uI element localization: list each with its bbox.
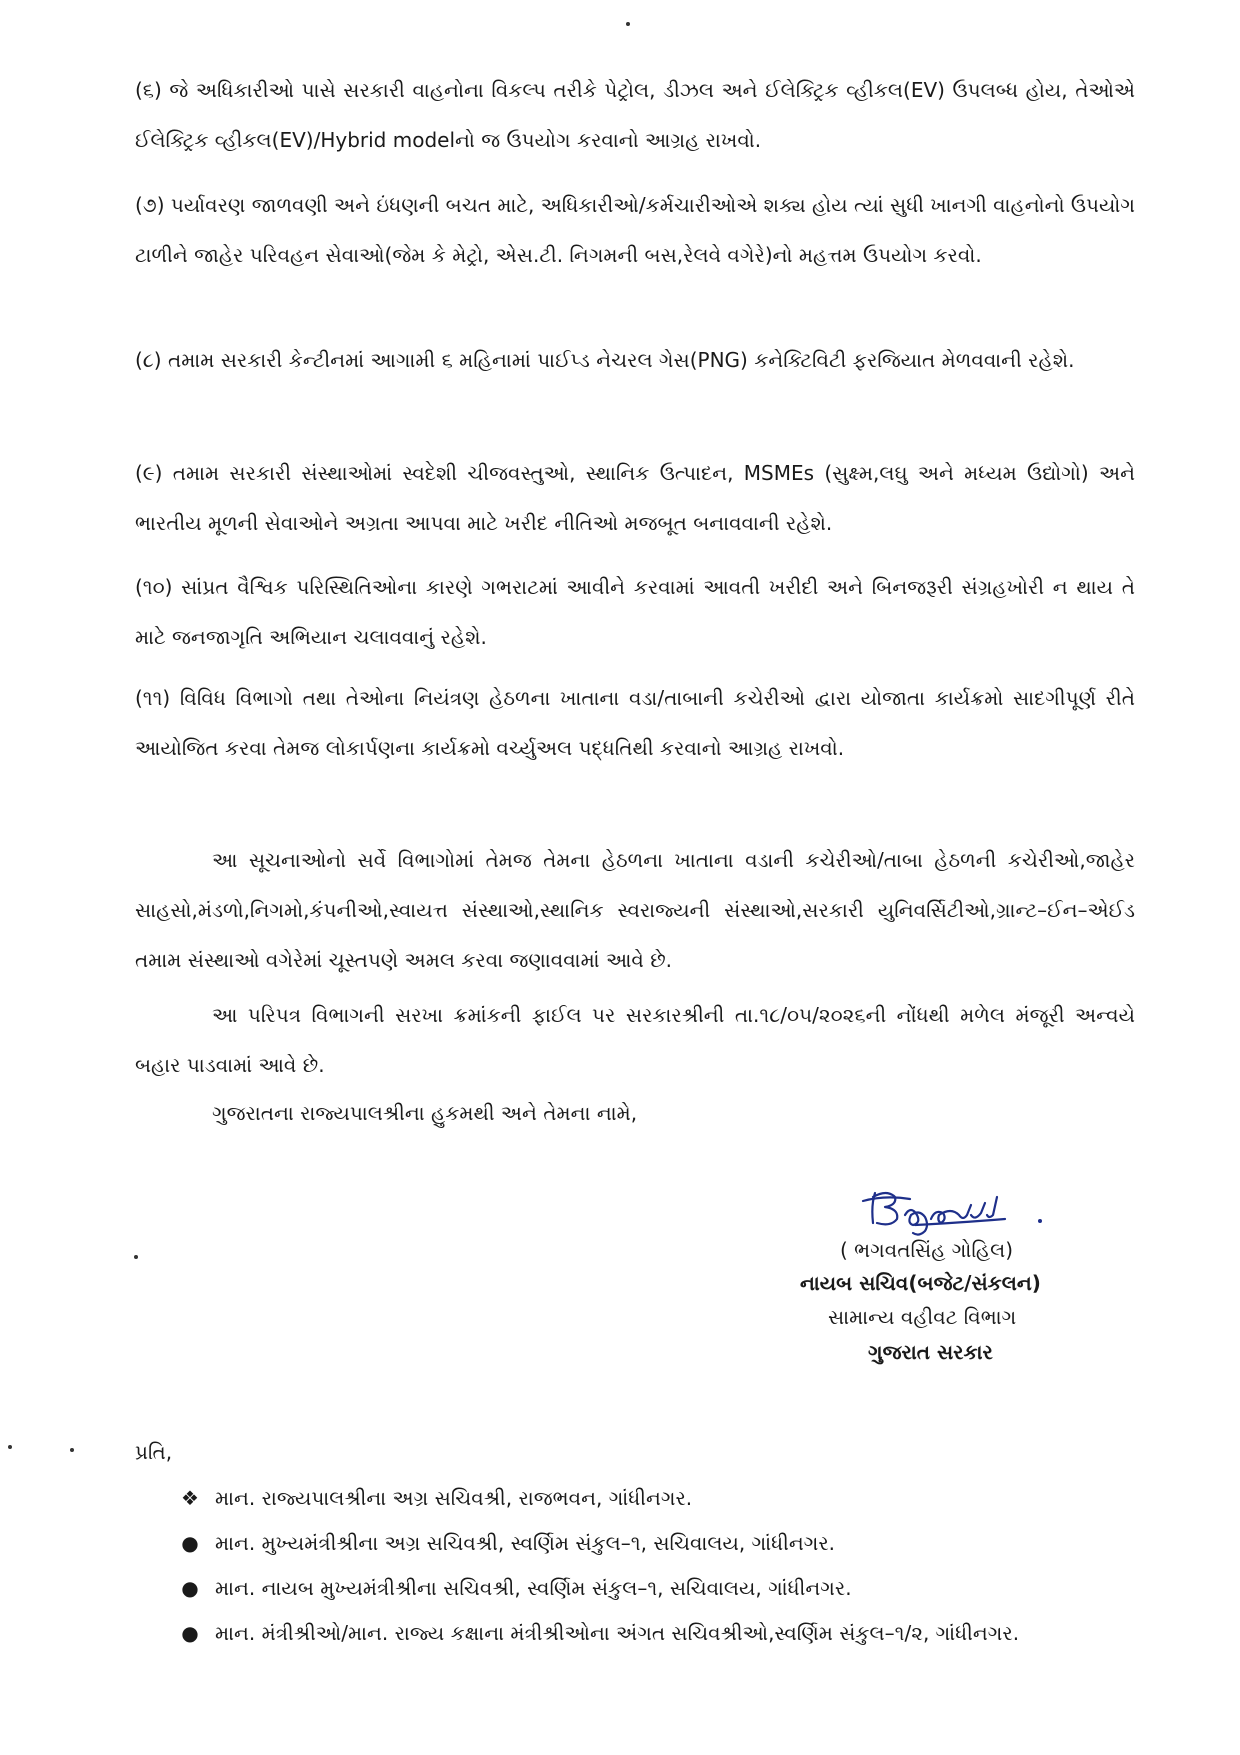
- scan-mark: [134, 1255, 138, 1259]
- recipient-item: [170, 1572, 1130, 1604]
- instruction-7: (૭) પર્યાવરણ જાળવણી અને ઇંધણની બચત માટે, અધિકારીઓ/કર્મચારીઓએ શક્ય હોય ત્યાં સુધી ખાનગી વાહનોનો ઉપયોગ ટાળીને જાહેર પરિવહન સેવાઓ(જેમ કે મેટ્રો, એસ.ટી. નિગમની બસ,રેલવે વગેરે)નો મહત્તમ ઉપયોગ કરવો.: [135, 193, 1136, 267]
- round-bullet-icon: ●: [181, 1576, 199, 1600]
- instruction-10: (૧૦) સાંપ્રત વૈશ્વિક પરિસ્થિતિઓના કારણે ગભરાટમાં આવીને કરવામાં આવતી ખરીદી અને બિનજરૂરી સંગ્રહખોરી ન થાય તે માટે જનજાગૃતિ અભિયાન ચલાવવાનું રહેશે.: [135, 575, 1135, 649]
- instruction-8: (૮) તમામ સરકારી કેન્ટીનમાં આગામી ૬ મહિનામાં પાઈપ્ડ નેચરલ ગેસ(PNG) કનેક્ટિવિટી ફરજિયાત મેળવવાની રહેશે.: [135, 348, 1075, 372]
- recipient-item: [170, 1617, 1130, 1649]
- round-bullet-icon: ●: [181, 1531, 199, 1555]
- scan-mark: [626, 22, 630, 26]
- recipient-item: [170, 1482, 1130, 1514]
- diamond-bullet-icon: ❖: [181, 1486, 199, 1510]
- approval-paragraph: આ પરિપત્ર વિભાગની સરખા ક્રમાંકની ફાઈલ પર સરકારશ્રીની તા.૧૮/૦૫/૨૦૨૬ની નોંધથી મળેલ મંજૂરી અન્વયે બહાર પાડવામાં આવે છે.: [135, 1003, 1135, 1077]
- recipient-text: માન. મુખ્યમંત્રીશ્રીના અગ્ર સચિવશ્રી, સ્વર્ણિમ સંકુલ–૧, સચિવાલય, ગાંધીનગર.: [215, 1531, 836, 1555]
- instruction-11: (૧૧) વિવિધ વિભાગો તથા તેઓના નિયંત્રણ હેઠળના ખાતાના વડા/તાબાની કચેરીઓ દ્વારા યોજાતા કાર્યક્રમો સાદગીપૂર્ણ રીતે આયોજિત કરવા તેમજ લોકાર્પણના કાર્યક્રમો વર્ચ્યુઅલ પદ્ધતિથી કરવાનો આગ્રહ રાખવો.: [135, 686, 1135, 760]
- instruction-9: (૯) તમામ સરકારી સંસ્થાઓમાં સ્વદેશી ચીજવસ્તુઓ, સ્થાનિક ઉત્પાદન, MSMEs (સુક્ષ્મ,લઘુ અને મધ્યમ ઉદ્યોગો) અને ભારતીય મૂળની સેવાઓને અગ્રતા આપવા માટે ખરીદ નીતિઓ મજબૂત બનાવવાની રહેશે.: [135, 461, 1135, 535]
- recipient-text: માન. નાયબ મુખ્યમંત્રીશ્રીના સચિવશ્રી, સ્વર્ણિમ સંકુલ–૧, સચિવાલય, ગાંધીનગર.: [215, 1576, 852, 1600]
- instruction-6: (૬) જે અધિકારીઓ પાસે સરકારી વાહનોના વિકલ્પ તરીકે પેટ્રોલ, ડીઝલ અને ઈલેક્ટ્રિક વ્હીકલ(EV) ઉપલબ્ધ હોય, તેઓએ ઈલેક્ટ્રિક વ્હીકલ(EV)/Hybrid modelનો જ ઉપયોગ કરવાનો આગ્રહ રાખવો.: [135, 78, 1135, 152]
- signatory-name: ( ભગવતસિંહ ગોહિલ): [840, 1238, 1014, 1262]
- signatory-designation: નાયબ સચિવ(બજેટ/સંકલન): [800, 1271, 1041, 1295]
- recipient-text: માન. મંત્રીશ્રીઓ/માન. રાજ્ય કક્ષાના મંત્રીશ્રીઓના અંગત સચિવશ્રીઓ,સ્વર્ણિમ સંકુલ–૧/૨, ગાંધીનગર.: [215, 1621, 1020, 1645]
- implementation-paragraph: આ સૂચનાઓનો સર્વે વિભાગોમાં તેમજ તેમના હેઠળના ખાતાના વડાની કચેરીઓ/તાબા હેઠળની કચેરીઓ,જાહેર સાહસો,મંડળો,નિગમો,કંપનીઓ,સ્વાયત્ત સંસ્થાઓ,સ્થાનિક સ્વરાજ્યની સંસ્થાઓ,સરકારી યુનિવર્સિટીઓ,ગ્રાન્ટ–ઈન–એઈડ તમામ સંસ્થાઓ વગેરેમાં ચૂસ્તપણે અમલ કરવા જણાવવામાં આવે છે.: [135, 848, 1135, 972]
- recipient-text: માન. રાજ્યપાલશ્રીના અગ્ર સચિવશ્રી, રાજભવન, ગાંધીનગર.: [215, 1486, 693, 1510]
- signatory-department: સામાન્ય વહીવટ વિભાગ: [828, 1305, 1017, 1329]
- scan-mark: [8, 1445, 12, 1449]
- recipient-list: [170, 1482, 1130, 1662]
- recipient-item: [170, 1527, 1130, 1559]
- governor-order-line: ગુજરાતના રાજ્યપાલશ્રીના હુકમથી અને તેમના નામે,: [212, 1101, 638, 1125]
- scan-mark: [70, 1448, 74, 1452]
- round-bullet-icon: ●: [181, 1621, 199, 1645]
- to-label: પ્રતિ,: [135, 1440, 173, 1464]
- signatory-government: ગુજરાત સરકાર: [868, 1340, 993, 1364]
